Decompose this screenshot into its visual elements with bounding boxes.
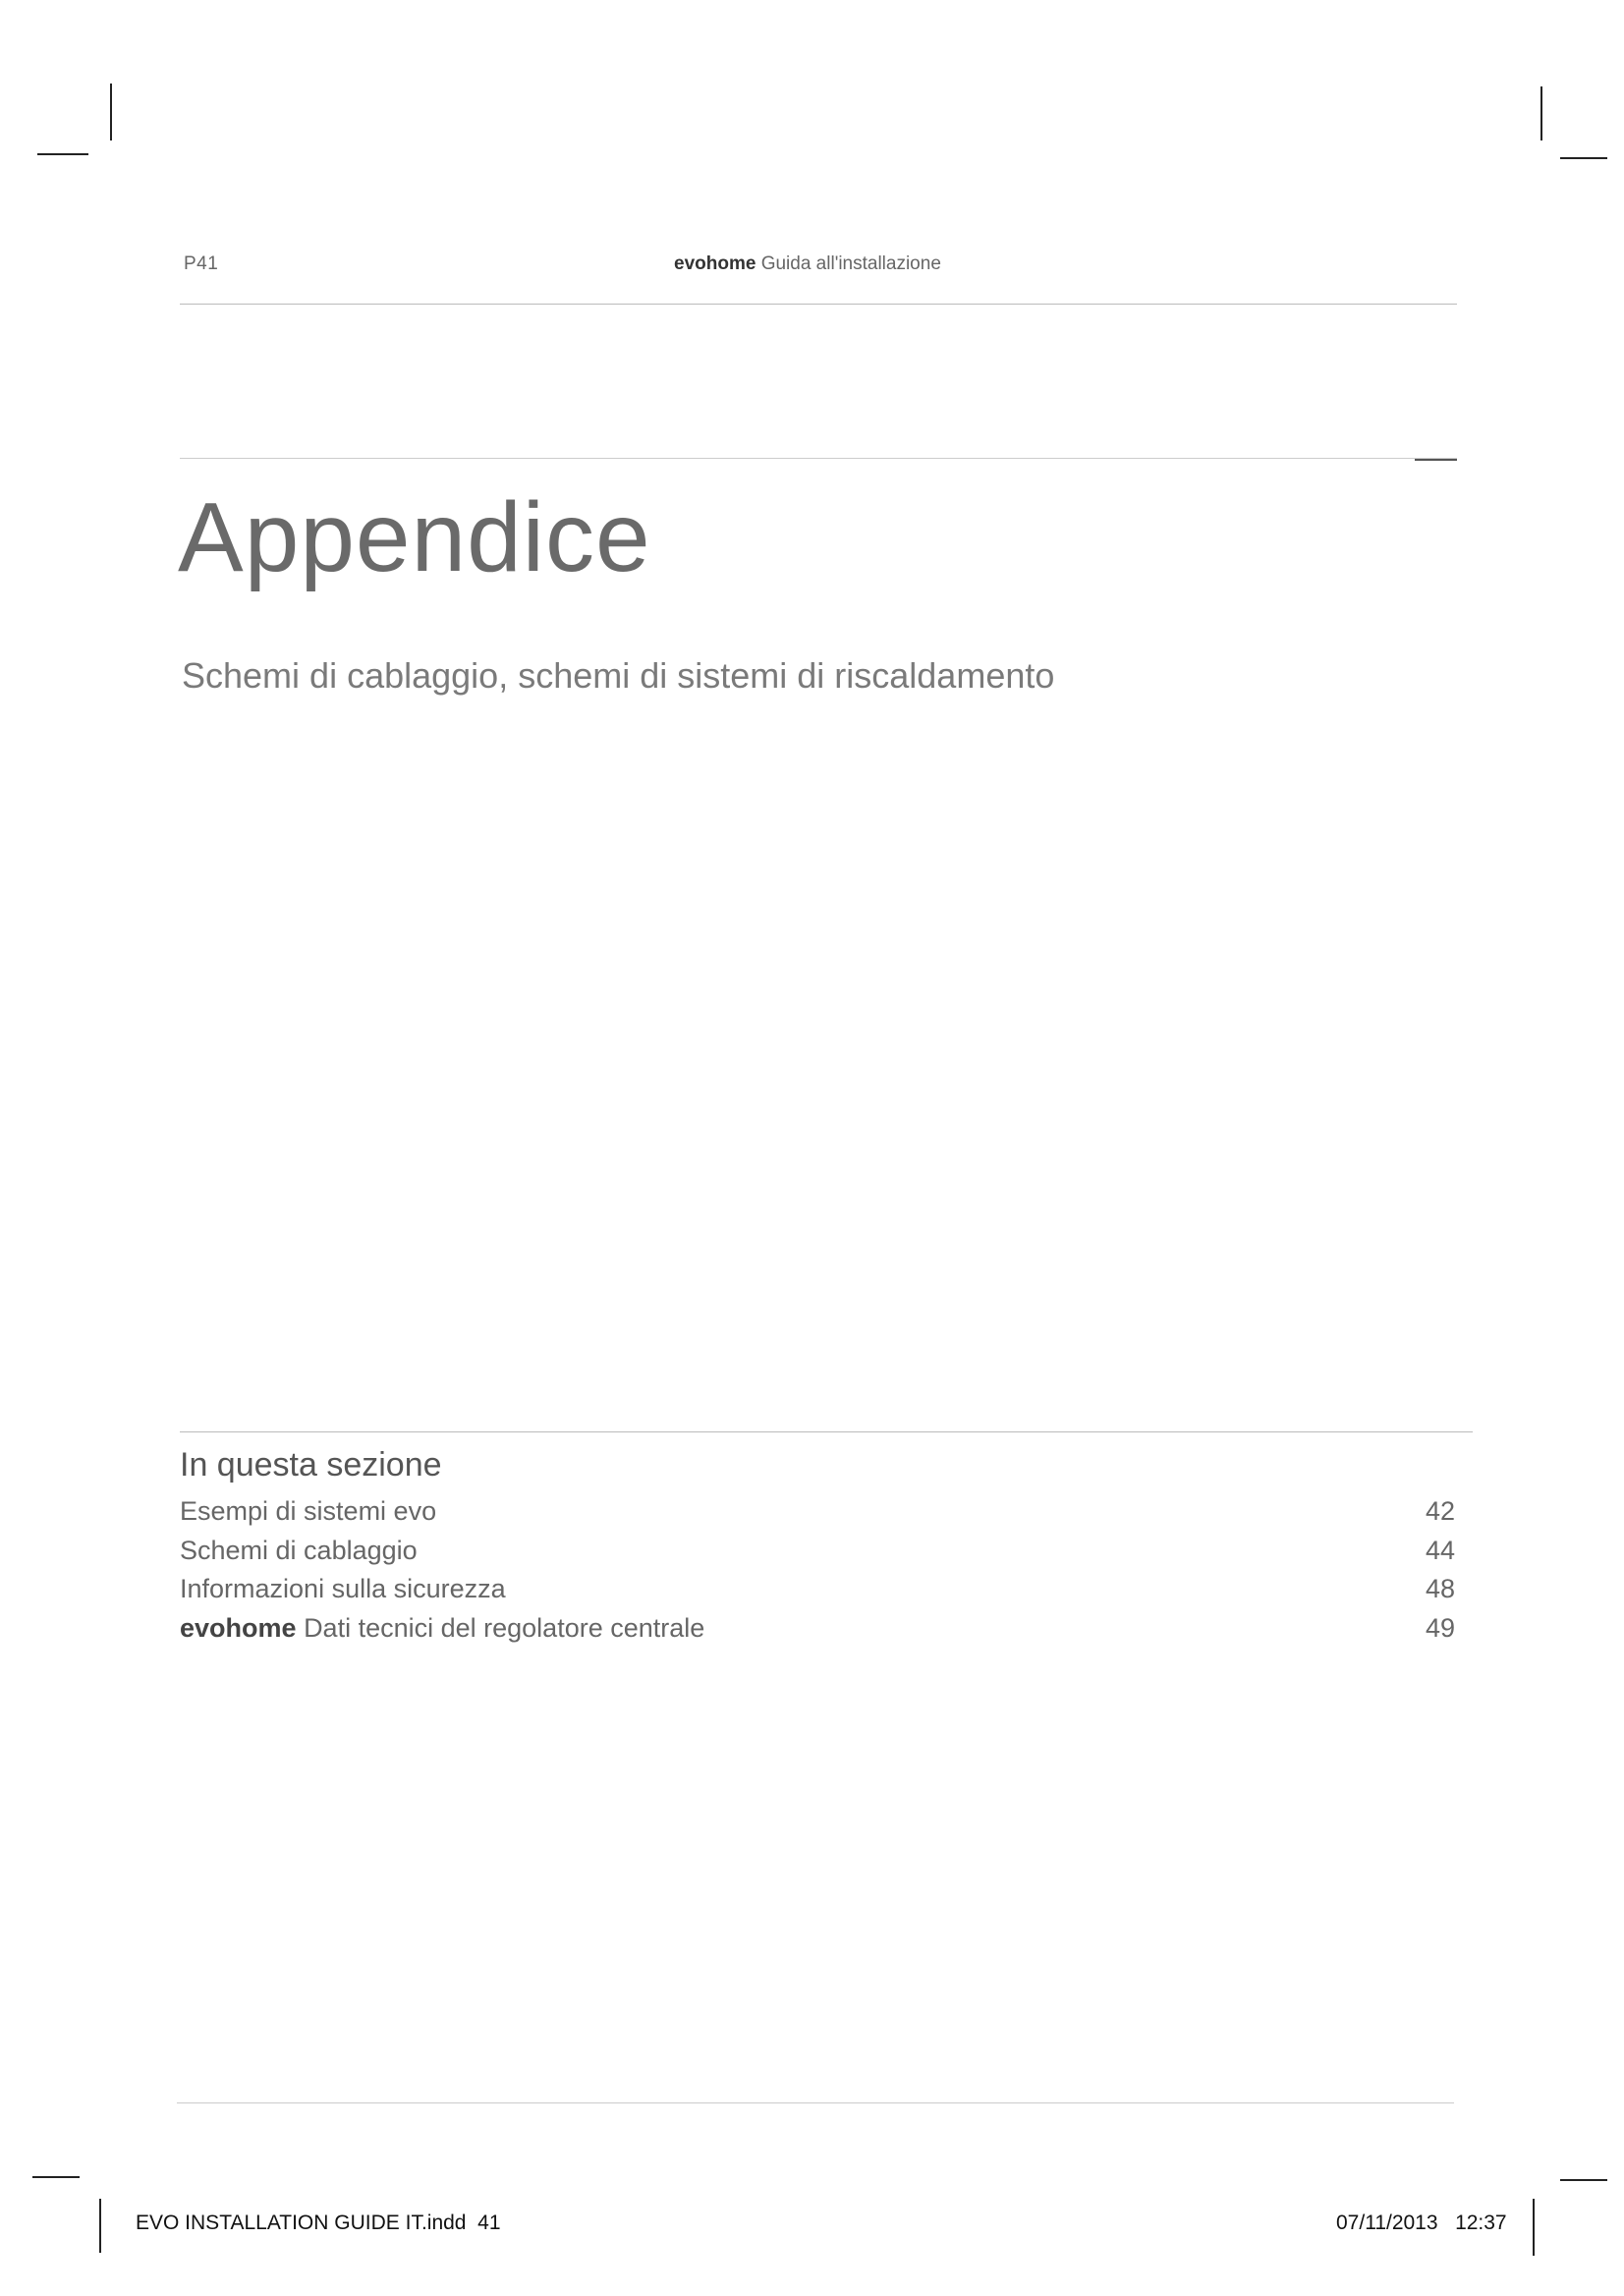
page-number: P41 (184, 253, 219, 274)
chapter-subtitle: Schemi di cablaggio, schemi di sistemi di riscaldamento (182, 655, 1055, 696)
toc-item-page: 49 (1425, 1612, 1455, 1643)
section-rule (180, 1431, 1473, 1432)
toc-item-page: 42 (1425, 1496, 1455, 1526)
crop-mark-top-right-horizontal (1560, 157, 1607, 159)
toc-item (180, 1574, 1455, 1613)
toc-item (180, 1496, 1455, 1536)
running-header (674, 253, 941, 275)
chapter-rule-end-mark (1415, 459, 1457, 461)
toc-item-label: Schemi di cablaggio (180, 1535, 418, 1565)
print-slug-filename (136, 2212, 501, 2235)
footer-filename: EVO INSTALLATION GUIDE IT.indd (136, 2212, 467, 2234)
toc-item-page: 48 (1425, 1574, 1455, 1603)
crop-mark-top-left-vertical (110, 84, 112, 140)
header-rule (180, 304, 1457, 305)
footer-file-page: 41 (477, 2212, 501, 2234)
section-heading: In questa sezione (180, 1446, 442, 1484)
footer-time: 12:37 (1455, 2212, 1507, 2234)
toc-item-label-text: Dati tecnici del regolatore centrale (304, 1612, 705, 1643)
guide-title: Guida all'installazione (760, 253, 941, 274)
footer-date: 07/11/2013 (1336, 2212, 1438, 2234)
chapter-rule (180, 458, 1457, 459)
chapter-title: Appendice (178, 482, 651, 592)
toc-item-brand: evohome (180, 1612, 297, 1643)
crop-mark-bottom-right-vertical (1533, 2199, 1535, 2256)
footer-rule (177, 2102, 1454, 2103)
toc-item (180, 1613, 1455, 1652)
toc-item-label (180, 1613, 704, 1644)
print-slug-timestamp (1336, 2212, 1507, 2235)
crop-mark-bottom-left-horizontal (32, 2176, 80, 2178)
crop-mark-top-left-horizontal (37, 153, 88, 155)
section-contents-list (180, 1496, 1455, 1652)
crop-mark-bottom-right-horizontal (1560, 2179, 1607, 2181)
crop-mark-top-right-vertical (1540, 86, 1542, 140)
toc-item (180, 1536, 1455, 1575)
crop-mark-bottom-left-vertical (99, 2199, 101, 2253)
toc-item-label: Esempi di sistemi evo (180, 1496, 437, 1526)
toc-item-page: 44 (1425, 1535, 1455, 1565)
toc-item-label: Informazioni sulla sicurezza (180, 1574, 506, 1603)
brand-name: evohome (674, 253, 756, 274)
